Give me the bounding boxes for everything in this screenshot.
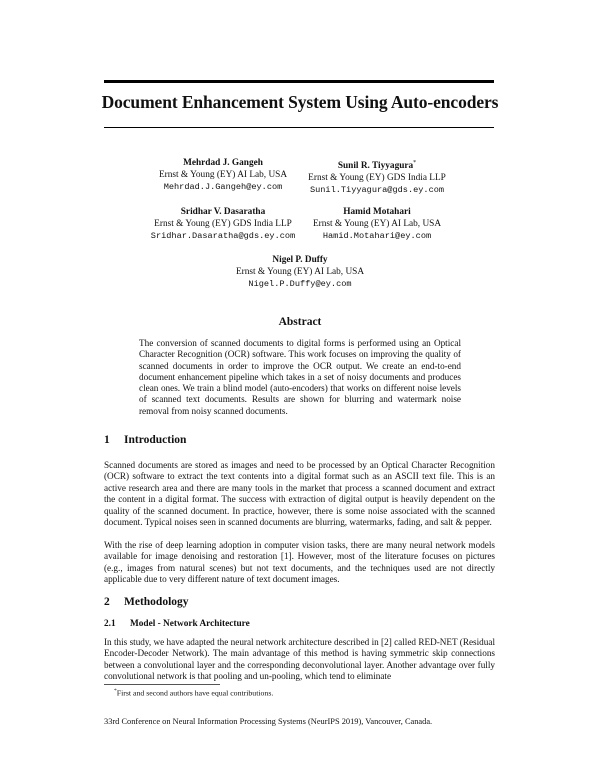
author-block bbox=[257, 157, 497, 196]
author-email: Mehrdad.J.Gangeh@ey.com bbox=[163, 182, 283, 192]
author-affiliation: Ernst & Young (EY) AI Lab, USA bbox=[235, 267, 365, 277]
abstract-text: The conversion of scanned documents to digital forms is performed using an Optical Character Recognition (OCR) software. This work focuses on improving the quality of scanned documents in order to improve the OCR output. We create an end-to-end document enhancement pipeline which takes in a set of noisy documents and produces clean ones. We train a blind model (auto-encoders) that works on different noise levels of scanned text documents. Results are shown for blurring and watermark noise removal from noisy scanned documents. bbox=[139, 338, 461, 416]
footnote-marker: * bbox=[413, 160, 417, 166]
section-heading bbox=[104, 596, 189, 608]
author-email: Nigel.P.Duffy@ey.com bbox=[248, 279, 352, 289]
section-heading bbox=[104, 434, 186, 446]
paper-title: Document Enhancement System Using Auto-encoders bbox=[101, 92, 499, 112]
author-name: Mehrdad J. Gangeh bbox=[183, 158, 263, 168]
paragraph: In this study, we have adapted the neural network architecture described in [2] called RED-NET (Residual Encoder-Decoder Network). The main advantage of this method is having symmetric skip connections between a convolutional layer and the corresponding deconvolutional layer. Another advantage over fully convolutional network is that pooling and un-pooling, which tend to eliminate bbox=[104, 637, 495, 682]
author-name: Sunil R. Tiyyagura bbox=[337, 161, 414, 172]
title-top-rule bbox=[104, 80, 494, 83]
footnote-marker: * bbox=[114, 688, 117, 694]
author-email: Hamid.Motahari@ey.com bbox=[322, 231, 432, 241]
author-affiliation: Ernst & Young (EY) GDS India LLP bbox=[154, 219, 292, 229]
abstract-heading: Abstract bbox=[278, 316, 322, 328]
footnote bbox=[114, 688, 494, 698]
author-affiliation: Ernst & Young (EY) AI Lab, USA bbox=[312, 219, 442, 229]
author-name: Hamid Motahari bbox=[343, 207, 411, 217]
subsection-heading bbox=[104, 619, 250, 629]
footnote-rule bbox=[104, 684, 220, 685]
author-block bbox=[180, 254, 420, 290]
subsection-title: Model - Network Architecture bbox=[130, 619, 250, 629]
author-affiliation: Ernst & Young (EY) AI Lab, USA bbox=[158, 170, 288, 180]
paragraph: With the rise of deep learning adoption in computer vision tasks, there are many neural network models available for image denoising and restoration [1]. However, most of the literature focuses on pictures (e.g., images from natural scenes) but not text documents, and the techniques used are not directly applicable due to very different nature of text document images. bbox=[104, 540, 495, 585]
section-title: Introduction bbox=[124, 434, 187, 446]
title-bottom-rule bbox=[104, 127, 494, 128]
author-name: Sridhar V. Dasaratha bbox=[180, 207, 266, 217]
subsection-number: 2.1 bbox=[104, 619, 116, 629]
section-number: 2 bbox=[104, 596, 110, 608]
author-name: Nigel P. Duffy bbox=[272, 255, 328, 265]
author-email: Sunil.Tiyyagura@gds.ey.com bbox=[309, 185, 445, 196]
author-block bbox=[257, 206, 497, 242]
footnote-text: First and second authors have equal contributions. bbox=[116, 688, 274, 698]
author-email: Sridhar.Dasaratha@gds.ey.com bbox=[150, 231, 296, 241]
section-title: Methodology bbox=[124, 596, 189, 608]
venue-footer: 33rd Conference on Neural Information Processing Systems (NeurIPS 2019), Vancouver, Canada. bbox=[104, 717, 433, 726]
author-affiliation: Ernst & Young (EY) GDS India LLP bbox=[308, 173, 446, 184]
section-number: 1 bbox=[104, 434, 110, 446]
paragraph: Scanned documents are stored as images and need to be processed by an Optical Character Recognition (OCR) software to extract the text contents into a digital format such as an ASCII text file. This is an active research area and there are many tools in the market that process a scanned document and extract the content in a digital format. The success with extraction of digital output is heavily dependent on the quality of the scanned document. In practice, however, there is some noise associated with the scanned document. Typical noises seen in scanned documents are blurring, watermarks, fading, and salt & pepper. bbox=[104, 460, 495, 528]
